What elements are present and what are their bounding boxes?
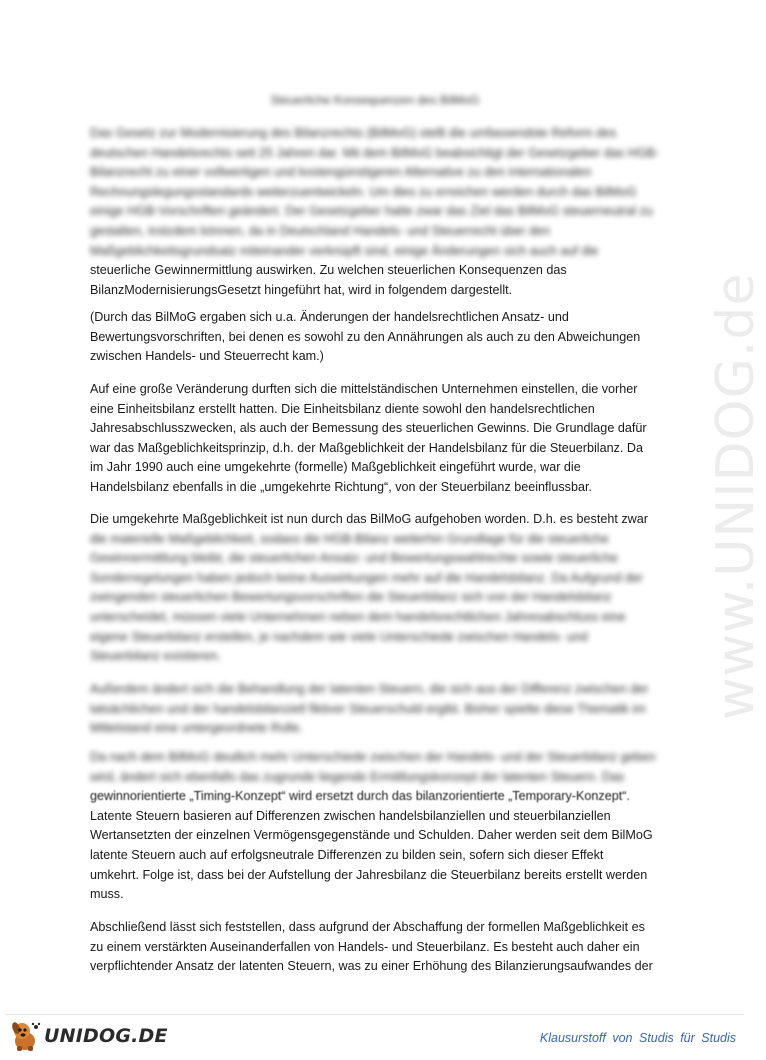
text-line: Auf eine große Veränderung durften sich die mittelständischen Unternehmen einstellen, die vorher xyxy=(90,382,638,396)
text-line: steuerliche Gewinnermittlung auswirken. Zu welchen steuerlichen Konsequenzen das xyxy=(90,263,567,278)
text-line: (Durch das BilMoG ergaben sich u.a. Änderungen der handelsrechtlichen Ansatz- und xyxy=(90,310,569,324)
text-line: verpflichtender Ansatz der latenten Steuern, was zu einer Erhöhung des Bilanzierungsaufwandes der xyxy=(90,959,653,974)
footer-tagline: Klausurstoff von Studis für Studis xyxy=(539,1031,736,1045)
text-line: einige HGB-Vorschriften geändert. Der Gesetzgeber hatte zwar das Ziel das BilMoG steuerneutral zu xyxy=(90,204,653,219)
text-line: war das Maßgeblichkeitsprinzip, d.h. der Maßgeblichkeit der Handelsbilanz für die Steuerbilanz. Da xyxy=(90,440,643,455)
text-line: Außerdem ändert sich die Behandlung der latenten Steuern, die sich aus der Differenz zwischen der xyxy=(90,682,649,696)
text-line: Da nach dem BilMoG deutlich mehr Unterschiede zwischen der Handels- und der Steuerbilanz geben xyxy=(90,750,656,764)
text-line: zwingenden steuerlichen Bewertungsvorschriften die Steuerbilanz sich von der Handelsbilanz xyxy=(90,590,612,605)
text-line: eine Einheitsbilanz erstellt hatten. Die Einheitsbilanz diente sowohl den handelsrechtlichen xyxy=(90,401,595,416)
text-line: zwischen Handels- und Steuerrecht kam.) xyxy=(90,349,324,364)
text-line: zu einem verstärkten Auseinanderfallen von Handels- und Steuerbilanz. Es besteht auch daher ein xyxy=(90,939,640,954)
text-line: Rechnungslegungsstandards weiterzuentwickeln. Um dies zu erreichen werden durch das BilMoG xyxy=(90,184,637,199)
text-line: die materielle Maßgeblichkeit, sodass die HGB-Bilanz weiterhin Grundlage für die steuerliche xyxy=(90,531,609,546)
text-line: umkehrt. Folge ist, dass bei der Aufstellung der Jahresbilanz die Steuerbilanz bereits erstellt werden xyxy=(90,867,648,882)
text-line: Die umgekehrte Maßgeblichkeit ist nun durch das BilMoG aufgehoben worden. D.h. es besteht zwar xyxy=(90,512,648,526)
text-line: BilanzModernisierungsGesetzt hingeführt hat, wird in folgendem dargestellt. xyxy=(90,282,513,297)
text-line: wird, ändert sich ebenfalls das zugrunde liegende Ermittlungskonzept der latenten Steuern. Das xyxy=(90,769,625,784)
text-line: latente Steuern auch auf erfolgsneutrale Differenzen zu bilden sein, sofern sich dieser Effekt xyxy=(90,847,604,862)
watermark-text: www.UNIDOG.de xyxy=(706,272,766,720)
text-line: Abschließend lässt sich feststellen, dass aufgrund der Abschaffung der formellen Maßgeblichkeit es xyxy=(90,920,645,934)
text-line: Bewertungsvorschriften, bei denen es sowohl zu den Annährungen als auch zu den Abweichungen xyxy=(90,329,641,344)
text-line: Wertansetzten der einzelnen Vermögensgegenstände und Schulden. Daher werden seit dem BilMoG xyxy=(90,828,653,843)
text-line: tatsächlichen und der handelsbilanziell fiktiver Steuerschuld ergibt. Bisher spielte diese Thematik im xyxy=(90,701,646,716)
blurred-text-block xyxy=(90,530,662,667)
text-line-partially-obscured: gewinnorientierte „Timing-Konzept“ wird ersetzt durch das bilanzorientierte „Temporary-Konzept“. xyxy=(90,789,630,804)
unidog-logo[interactable] xyxy=(8,1018,168,1054)
footer-divider xyxy=(6,1014,744,1015)
paragraph-intro xyxy=(90,124,662,300)
text-line: Steuerbilanz existieren. xyxy=(90,649,221,664)
document-title: Steuerliche Konsequenzen des BilMoG xyxy=(270,93,480,107)
text-line: deutschen Handelsrechts seit 25 Jahren dar. Mit dem BilMoG beabsichtigt der Gesetzgeber das HGB- xyxy=(90,145,660,160)
text-line: Bilanzrecht zu einer vollwertigen und kostengünstigeren Alternative zu den internationalen xyxy=(90,165,592,180)
text-line: Jahresabschlusszwecken, als auch der Bemessung des steuerlichen Gewinns. Die Grundlage dafür xyxy=(90,421,647,436)
paragraph-temporary-konzept xyxy=(90,748,662,905)
logo-text: UNIDOG.DE xyxy=(44,1025,168,1047)
paragraph-conclusion xyxy=(90,918,662,977)
blurred-text-block xyxy=(90,748,662,787)
dog-mascot-icon xyxy=(8,1019,42,1053)
text-line: unterscheidet, müssen viele Unternehmen neben dem handelsrechtlichen Jahresabschluss eine xyxy=(90,609,626,624)
paragraph-umgekehrte-massgeblichkeit xyxy=(90,510,662,667)
text-line: Mittelstand eine untergeordnete Rolle. xyxy=(90,721,303,736)
text-line: Sonderregelungen haben jedoch keine Auswirkungen mehr auf die Handelsbilanz. Da Aufgrund der xyxy=(90,570,644,585)
text-line: muss. xyxy=(90,887,124,902)
blurred-text-block xyxy=(90,124,662,261)
paragraph-einheitsbilanz xyxy=(90,380,662,498)
text-line: Das Gesetz zur Modernisierung des Bilanzrechts (BilMoG) stellt die umfassendste Reform des xyxy=(90,126,617,140)
text-line: im Jahr 1990 auch eine umgekehrte (formelle) Maßgeblichkeit eingeführt wurde, war die xyxy=(90,460,581,475)
text-line: eigene Steuerbilanz erstellen, je nachdem wie viele Unterschiede zwischen Handels- und xyxy=(90,629,588,644)
clear-text-block xyxy=(90,261,662,300)
text-line: Maßgeblichkeitsgrundsatz miteinander verknüpft sind, einige Änderungen sich auch auf die xyxy=(90,243,599,258)
text-line: Handelsbilanz ebenfalls in die „umgekehrte Richtung“, von der Steuerbilanz beeinflussbar. xyxy=(90,479,592,494)
paragraph-latente-steuern-intro xyxy=(90,680,662,739)
text-line: Latente Steuern basieren auf Differenzen zwischen handelsbilanziellen und steuerbilanziellen xyxy=(90,808,611,823)
paragraph-note xyxy=(90,308,662,367)
text-line: gestalten, trotzdem können, da in Deutschland Handels- und Steuerrecht über den xyxy=(90,223,550,238)
text-line: Gewinnermittlung bleibt, die steuerlichen Ansatz- und Bewertungswahlrechte sowie steuerliche xyxy=(90,551,618,566)
